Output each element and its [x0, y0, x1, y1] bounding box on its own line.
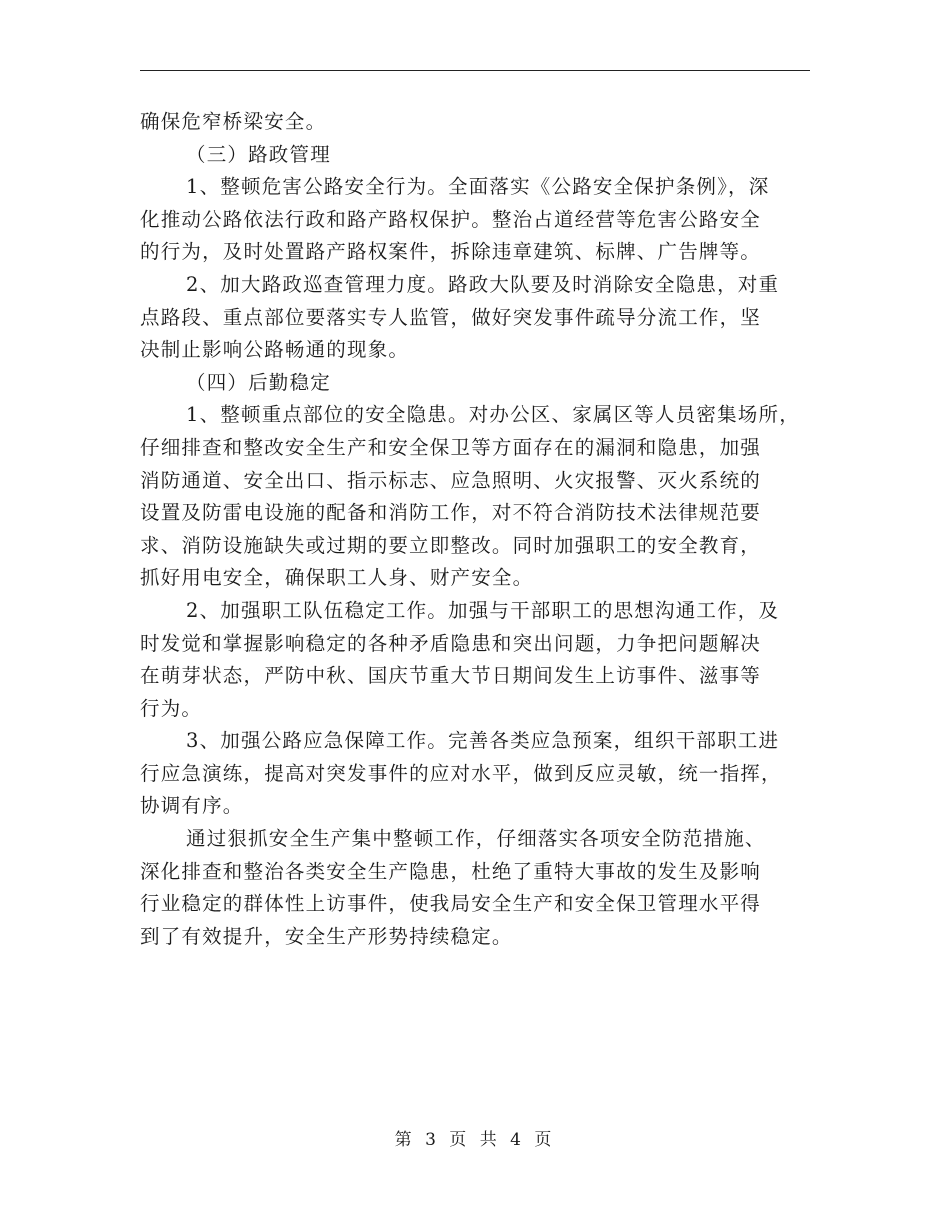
text-line: 时发觉和掌握影响稳定的各种矛盾隐患和突出问题，力争把问题解决	[140, 631, 762, 655]
document-body	[140, 106, 810, 953]
text-line: 1、整顿重点部位的安全隐患。对办公区、家属区等人员密集场所，	[186, 403, 800, 427]
page-footer: 第 3 页 共 4 页	[394, 1130, 556, 1150]
text-line: 2、加大路政巡查管理力度。路政大队要及时消除安全隐患，对重	[186, 272, 780, 296]
text-line: 通过狠抓安全生产集中整顿工作，仔细落实各项安全防范措施、	[186, 827, 766, 851]
text-line: 1、整顿危害公路安全行为。全面落实《公路安全保护条例》，深	[186, 175, 770, 199]
text-line: 3、加强公路应急保障工作。完善各类应急预案，组织干部职工进	[186, 729, 780, 753]
text-line: 化推动公路依法行政和路产路权保护。整治占道经营等危害公路安全	[140, 207, 762, 231]
text-line: 在萌芽状态，严防中秋、国庆节重大节日期间发生上访事件、滋事等	[140, 664, 762, 688]
text-line: （三）路政管理	[186, 142, 331, 166]
text-line: 行应急演练，提高对突发事件的应对水平，做到反应灵敏，统一指挥，	[140, 761, 782, 785]
header-rule	[140, 70, 810, 71]
text-line: 协调有序。	[140, 794, 244, 818]
text-line: （四）后勤稳定	[186, 370, 331, 394]
text-line: 求、消防设施缺失或过期的要立即整改。同时加强职工的安全教育，	[140, 533, 762, 557]
text-line: 设置及防雷电设施的配备和消防工作，对不符合消防技术法律规范要	[140, 501, 762, 525]
text-line: 的行为，及时处置路产路权案件，拆除违章建筑、标牌、广告牌等。	[140, 240, 762, 264]
text-line: 行业稳定的群体性上访事件，使我局安全生产和安全保卫管理水平得	[140, 892, 762, 916]
text-line: 2、加强职工队伍稳定工作。加强与干部职工的思想沟通工作，及	[186, 598, 780, 622]
text-line: 抓好用电安全，确保职工人身、财产安全。	[140, 566, 534, 590]
text-line: 仔细排查和整改安全生产和安全保卫等方面存在的漏洞和隐患，加强	[140, 435, 762, 459]
text-line: 点路段、重点部位要落实专人监管，做好突发事件疏导分流工作，坚	[140, 305, 762, 329]
text-line: 确保危窄桥梁安全。	[140, 110, 327, 133]
text-line: 深化排查和整治各类安全生产隐患，杜绝了重特大事故的发生及影响	[140, 859, 762, 883]
text-line: 到了有效提升，安全生产形势持续稳定。	[140, 924, 513, 948]
text-line: 行为。	[140, 696, 203, 720]
text-line: 决制止影响公路畅通的现象。	[140, 338, 410, 362]
text-line: 消防通道、安全出口、指示标志、应急照明、火灾报警、灭火系统的	[140, 468, 762, 492]
